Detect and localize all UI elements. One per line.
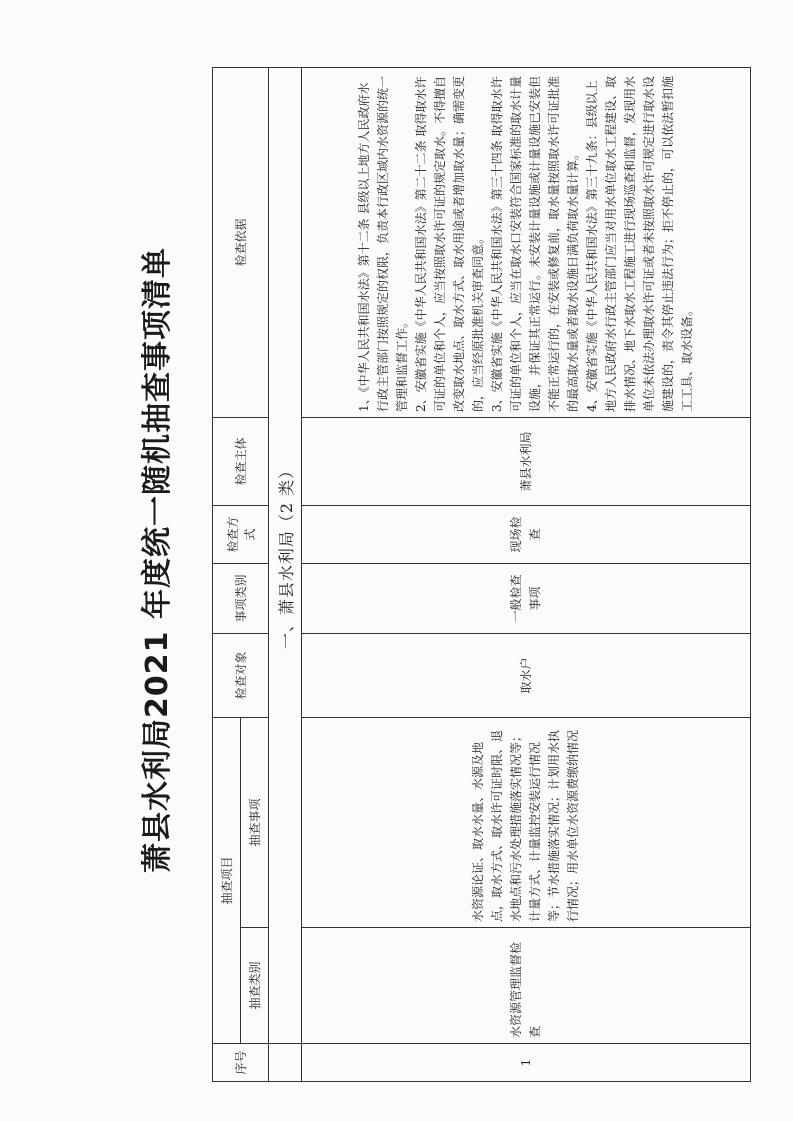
header-target: 检查对象: [213, 633, 269, 717]
header-sample-items: 抽查项目: [213, 717, 241, 1043]
header-method: 检查方式: [213, 505, 269, 563]
basis-item: 2、安徽省实施《中华人民共和国水法》第二十二条 取得取水许可证的单位和个人，应当按照取水许可证的规定取水。不得擅自改变取水地点、取水方式、取水用途或者增加取水量；确需变更的，应当经原批准机关审查同意。: [414, 75, 485, 412]
row-matter-type: 一般检查事项: [302, 563, 751, 633]
section-spacer: [269, 1044, 302, 1082]
row-method: 现场检查: [302, 505, 751, 563]
header-matter-type: 事项类别: [213, 563, 269, 633]
table-row: [302, 67, 751, 1081]
basis-item: 3、安徽省实施《中华人民共和国水法》第三十四条 取得取水许可证的单位和个人，应当在取水口安装符合国家标准的取水计量设施，并保证其正常运行。未安装计量设施或计量设施已安装但不能正常运行的，在安装或修复前，取水量按照取水许可证批准的最高取水量或者取水设施日满负荷取水量计算。: [490, 75, 580, 412]
basis-item: 4、安徽省实施《中华人民共和国水法》第三十九条：县级以上地方人民政府水行政主管部门应当对用水单位取水工程建设、取排水情况、地下水取水工程施工进行现场巡查和监督，发现用水单位未依法办理取水许可证或者未按照取水许可规定进行取水设施建设的，责令其停止违法行为；拒不停止的，可以依法暂扣施工工具、取水设备。: [585, 75, 694, 412]
basis-item: 1、《中华人民共和国水法》第十二条 县级以上地方人民政府水行政主管部门按照规定的权限，负责本行政区域内水资源的统一管理和监督工作。: [357, 75, 409, 412]
row-basis: [302, 67, 751, 417]
header-seq: 序号: [213, 1044, 269, 1082]
row-seq: 1: [302, 1044, 751, 1082]
header-subject: 检查主体: [213, 417, 269, 505]
header-sample-category: 抽查类别: [241, 928, 269, 1044]
row-target: 取水户: [302, 633, 751, 717]
header-sample-matter: 抽查事项: [241, 717, 269, 927]
inspection-table-wrapper: [212, 68, 751, 1082]
section-title: 一、萧县水利局（2 类）: [269, 67, 302, 1043]
row-matter: 水资源论证、取水水量、水源及地点，取水方式、取水许可证时限、退水地点和污水处理措施落实情况等；计量方式、计量监控安装运行情况等；节水措施落实情况；计划用水执行情况；用水单位水资源费缴纳情况: [302, 717, 751, 927]
inspection-table: [212, 67, 751, 1082]
header-basis: 检查依据: [213, 67, 269, 417]
row-subject: 萧县水利局: [302, 417, 751, 505]
row-category: 水资源管理监督检查: [302, 928, 751, 1044]
page-title: 萧县水利局2021 年度统一随机抽查事项清单: [140, 247, 175, 873]
